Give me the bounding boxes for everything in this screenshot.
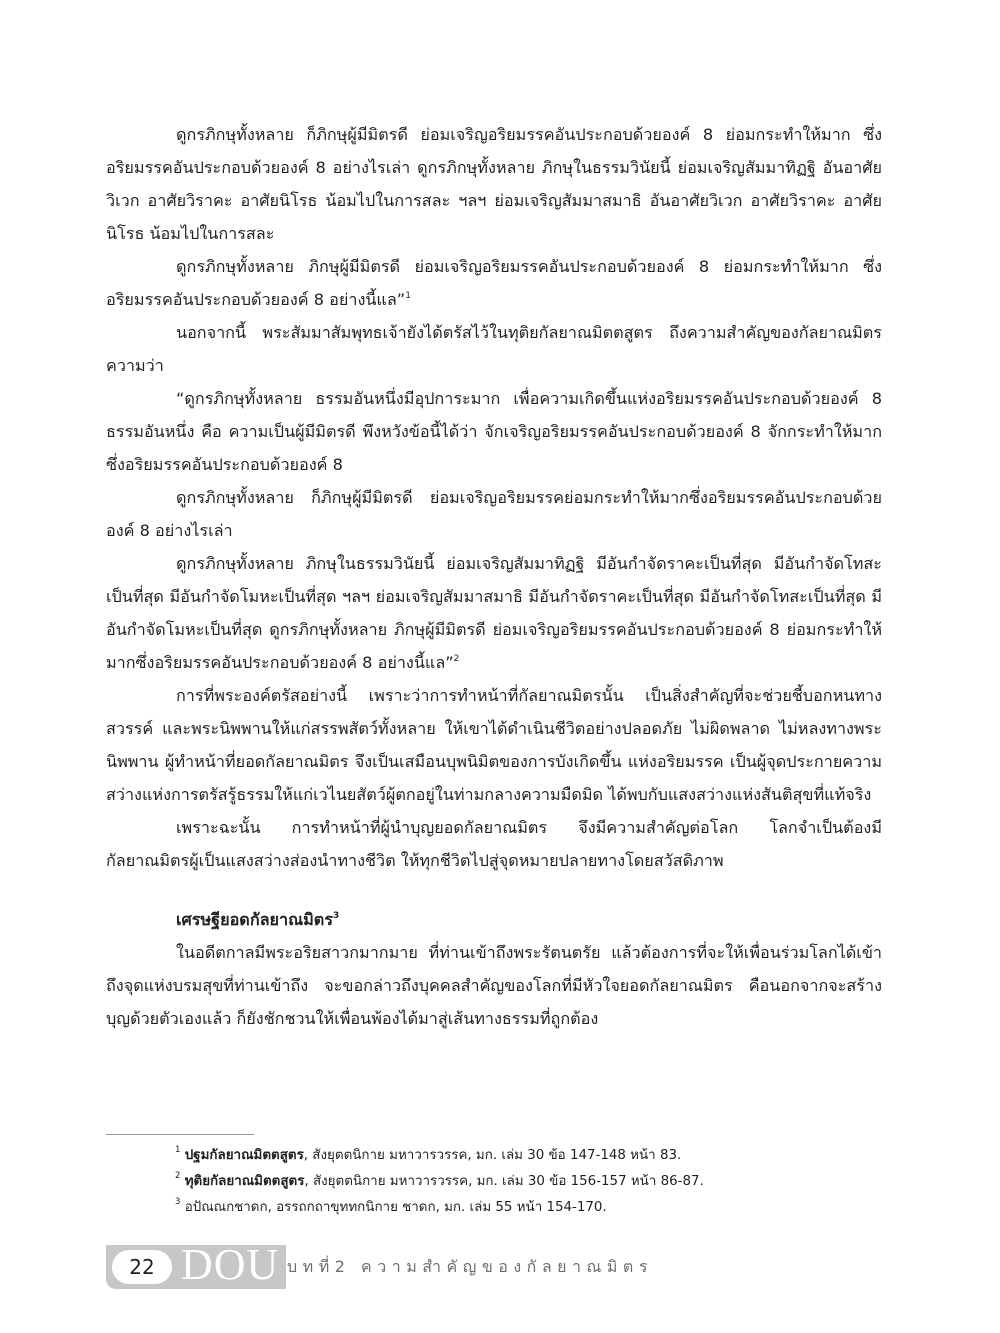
paragraph-8: เพราะฉะนั้น การทำหน้าที่ผู้นำบุญยอดกัลยาณมิตร จึงมีความสำคัญต่อโลก โลกจำเป็นต้องมีกัลยาณมิตรผู้เป็นแสงสว่างส่องนำทางชีวิต ให้ทุกชีวิตไปสู่จุดหมายปลายทางโดยสวัสดิภาพ — [106, 818, 882, 870]
section-title — [176, 903, 882, 936]
paragraph-2-text: ดูกรภิกษุทั้งหลาย ภิกษุผู้มีมิตรดี ย่อมเจริญอริยมรรคอันประกอบด้วยองค์ 8 ย่อมกระทำให้มาก ซึ่งอริยมรรคอันประกอบด้วยองค์ 8 อย่างนี้แล” — [106, 257, 882, 309]
chapter-title: บทที่2 ความสำคัญของกัลยาณมิตร — [287, 1257, 653, 1276]
footnote-text: อปัณณกชาดก, อรรถกถาขุททกนิกาย ชาดก, มก. เล่ม 55 หน้า 154-170. — [184, 1200, 607, 1215]
paragraph-2 — [106, 250, 882, 316]
dou-logo: DOU — [181, 1240, 280, 1289]
paragraph-7: การที่พระองค์ตรัสอย่างนี้ เพราะว่าการทำหน้าที่กัลยาณมิตรนั้น เป็นสิ่งสำคัญที่จะช่วยชี้บอกหนทางสวรรค์ และพระนิพพานให้แก่สรรพสัตว์ทั้งหลาย ให้เขาได้ดำเนินชีวิตอย่างปลอดภัย ไม่ผิดพลาด ไม่หลงทางพระนิพพาน ผู้ทำหน้าที่ยอดกัลยาณมิตร จึงเป็นเสมือนบุพนิมิตของการบังเกิดขึ้น แห่งอริยมรรค เป็นผู้จุดประกายความสว่างแห่งการตรัสรู้ธรรมให้แก่เวไนยสัตว์ผู้ตกอยู่ในท่ามกลางความมืดมิด ได้พบกับแสงสว่างแห่งสันติสุขที่แท้จริง — [106, 686, 882, 804]
paragraph-3: นอกจากนี้ พระสัมมาสัมพุทธเจ้ายังได้ตรัสไว้ในทุติยกัลยาณมิตตสูตร ถึงความสำคัญของกัลยาณมิตร ความว่า — [106, 323, 882, 375]
paragraph-6 — [106, 547, 882, 679]
paragraph-4: “ดูกรภิกษุทั้งหลาย ธรรมอันหนึ่งมีอุปการะมาก เพื่อความเกิดขึ้นแห่งอริยมรรคอันประกอบด้วยองค์ 8 ธรรมอันหนึ่ง คือ ความเป็นผู้มีมิตรดี พึงหวังข้อนี้ได้ว่า จักเจริญอริยมรรคอันประกอบด้วยองค์ 8 จักกระทำให้มาก ซึ่งอริยมรรคอันประกอบด้วยองค์ 8 — [106, 389, 882, 474]
footnote-number: 1 — [175, 1144, 181, 1155]
footnote-text: , สังยุตตนิกาย มหาวารวรรค, มก. เล่ม 30 ข้อ 147-148 หน้า 83. — [303, 1148, 682, 1163]
footnote-number: 2 — [175, 1170, 181, 1181]
footnote-number: 3 — [175, 1196, 181, 1207]
footnote-title: ปฐมกัลยาณมิตตสูตร — [184, 1148, 304, 1163]
body-text — [106, 118, 882, 1035]
footnotes — [175, 1143, 875, 1221]
footnote-ref-3: 3 — [333, 910, 340, 921]
footnote-1 — [175, 1143, 875, 1169]
paragraph-9: ในอดีตกาลมีพระอริยสาวกมากมาย ที่ท่านเข้าถึงพระรัตนตรัย แล้วต้องการที่จะให้เพื่อนร่วมโลกได้เข้าถึงจุดแห่งบรมสุขที่ท่านเข้าถึง จะขอกล่าวถึงบุคคลสำคัญของโลกที่มีหัวใจยอดกัลยาณมิตร คือนอกจากจะสร้างบุญด้วยตัวเองแล้ว ก็ยังชักชวนให้เพื่อนพ้องได้มาสู่เส้นทางธรรมที่ถูกต้อง — [106, 943, 882, 1028]
footnote-text: , สังยุตตนิกาย มหาวารวรรค, มก. เล่ม 30 ข้อ 156-157 หน้า 86-87. — [304, 1174, 704, 1189]
paragraph-6-text: ดูกรภิกษุทั้งหลาย ภิกษุในธรรมวินัยนี้ ย่อมเจริญสัมมาทิฏฐิ มีอันกำจัดราคะเป็นที่สุด มีอันกำจัดโทสะเป็นที่สุด มีอันกำจัดโมหะเป็นที่สุด ฯลฯ ย่อมเจริญสัมมาสมาธิ มีอันกำจัดราคะเป็นที่สุด มีอันกำจัดโทสะเป็นที่สุด มีอันกำจัดโมหะเป็นที่สุด ดูกรภิกษุทั้งหลาย ภิกษุผู้มีมิตรดี ย่อมเจริญอริยมรรคอันประกอบด้วยองค์ 8 ย่อมกระทำให้มากซึ่งอริยมรรคอันประกอบด้วยองค์ 8 อย่างนี้แล” — [106, 554, 882, 672]
footnote-3 — [175, 1195, 875, 1221]
footnote-ref-2: 2 — [453, 653, 460, 664]
paragraph-5: ดูกรภิกษุทั้งหลาย ก็ภิกษุผู้มีมิตรดี ย่อมเจริญอริยมรรคย่อมกระทำให้มากซึ่งอริยมรรคอันประกอบด้วยองค์ 8 อย่างไรเล่า — [106, 488, 882, 540]
footnote-title: ทุติยกัลยาณมิตตสูตร — [184, 1174, 305, 1189]
page-number: 22 — [112, 1250, 172, 1284]
footnote-2 — [175, 1169, 875, 1195]
section-title-text: เศรษฐียอดกัลยาณมิตร — [176, 910, 334, 929]
footnote-ref-1: 1 — [405, 290, 411, 301]
footnote-divider — [106, 1134, 254, 1135]
paragraph-1: ดูกรภิกษุทั้งหลาย ก็ภิกษุผู้มีมิตรดี ย่อมเจริญอริยมรรคอันประกอบด้วยองค์ 8 ย่อมกระทำให้มาก ซึ่งอริยมรรคอันประกอบด้วยองค์ 8 อย่างไรเล่า ดูกรภิกษุทั้งหลาย ภิกษุในธรรมวินัยนี้ ย่อมเจริญสัมมาทิฏฐิ อันอาศัยวิเวก อาศัยวิราคะ อาศัยนิโรธ น้อมไปในการสละ ฯลฯ ย่อมเจริญสัมมาสมาธิ อันอาศัยวิเวก อาศัยวิราคะ อาศัยนิโรธ น้อมไปในการสละ — [106, 125, 882, 243]
